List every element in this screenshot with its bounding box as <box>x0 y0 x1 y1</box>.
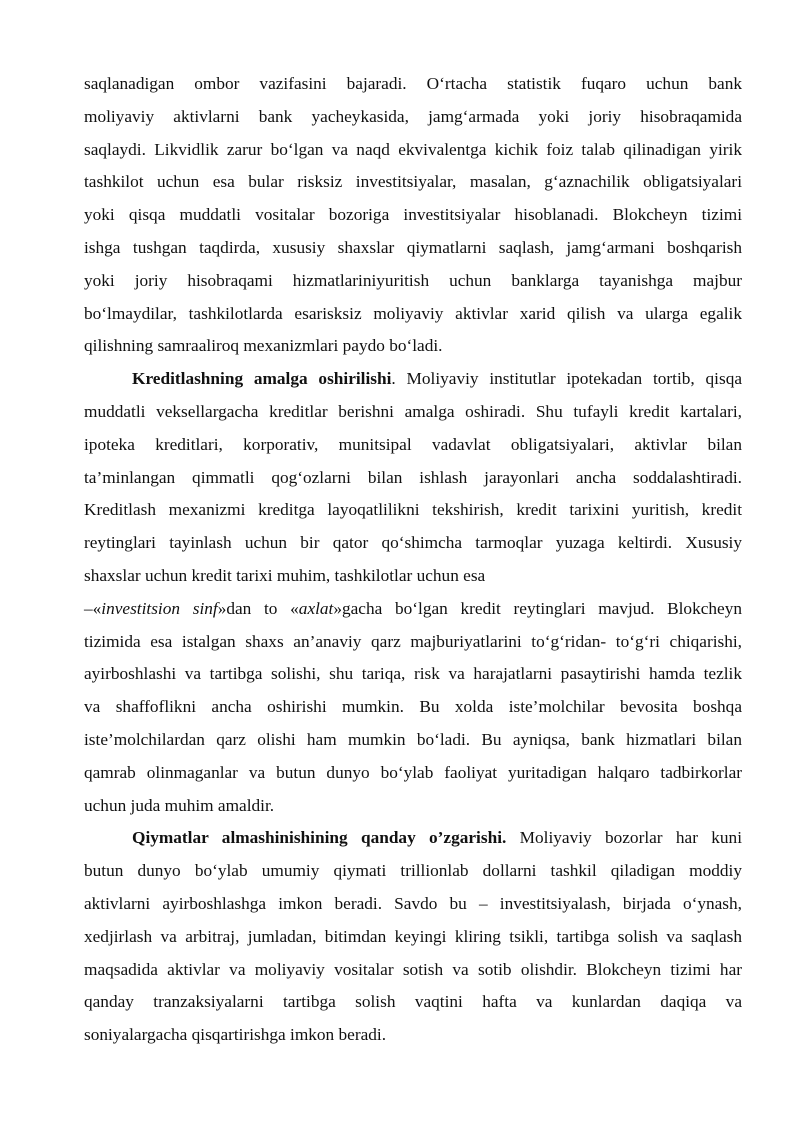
text-line: tashkilot uchun esa bular risksiz investitsiyalar, masalan, g‘aznachilik obligatsiyalari <box>84 172 742 192</box>
text-line: shaxslar uchun kredit tarixi muhim, tashkilotlar uchun esa <box>84 565 486 585</box>
text-line: yoki qisqa muddatli vositalar bozoriga investitsiyalar hisoblanadi. Blokcheyn tizimi <box>84 205 742 225</box>
text-line: muddatli veksellargacha kreditlar berishni amalga oshiradi. Shu tufayli kredit kartalari, <box>84 401 742 421</box>
text-line: ipoteka kreditlari, korporativ, munitsipal vadavlat obligatsiyalari, aktivlar bilan <box>84 434 742 454</box>
text-line: ishga tushgan taqdirda, xususiy shaxslar qiymatlarni saqlash, jamg‘armani boshqarish <box>84 237 742 257</box>
text-line: qamrab olinmaganlar va butun dunyo bo‘ylab faoliyat yuritadigan halqaro tadbirkorlar <box>84 762 742 782</box>
document-page <box>84 68 742 1052</box>
text-run: »gacha bo‘lgan kredit reytinglari mavjud. Blokcheyn <box>333 598 742 618</box>
section-heading-line <box>84 822 742 855</box>
section-heading-line <box>84 363 742 396</box>
text-line: soniyalargacha qisqartirishga imkon beradi. <box>84 1025 387 1045</box>
italic-term: investitsion sinf <box>101 598 218 618</box>
text-line: ayirboshlashi va tartibga solishi, shu tariqa, risk va harajatlarni pasaytirishi hamda tezlik <box>84 664 742 684</box>
text-line: aktivlarni ayirboshlashga imkon beradi. Savdo bu – investitsiyalash, birjada o‘ynash, <box>84 893 742 913</box>
text-run: »dan to « <box>217 598 299 618</box>
text-run: . Moliyaviy institutlar ipotekadan tortib, qisqa <box>391 369 743 389</box>
text-line: saqlaydi. Likvidlik zarur bo‘lgan va naqd ekvivalentga kichik foiz talab qilinadigan yirik <box>84 139 742 159</box>
text-line: maqsadida aktivlar va moliyaviy vositalar sotish va sotib olishdir. Blokcheyn tizimi har <box>84 959 742 979</box>
text-line: tizimida esa istalgan shaxs an’anaviy qarz majburiyatlarini to‘g‘ridan- to‘g‘ri chiqarishi, <box>84 631 742 651</box>
text-line: moliyaviy aktivlarni bank yacheykasida, jamg‘armada yoki joriy hisobraqamida <box>84 106 742 126</box>
text-run: –« <box>84 598 102 618</box>
text-line: reytinglari tayinlash uchun bir qator qo‘shimcha tarmoqlar yuzaga keltirdi. Xususiy <box>84 533 742 553</box>
text-run: Moliyaviy bozorlar har kuni <box>506 828 743 848</box>
text-line: Kreditlash mexanizmi kreditga layoqatlilikni tekshirish, kredit tarixini yuritish, kredit <box>84 500 742 520</box>
text-line: qanday tranzaksiyalarni tartibga solish vaqtini hafta va kunlardan daqiqa va <box>84 992 742 1012</box>
text-line: qilishning samraaliroq mexanizmlari paydo bo‘ladi. <box>84 336 443 356</box>
text-line: bo‘lmaydilar, tashkilotlarda esarisksiz moliyaviy aktivlar xarid qilish va ularga egalik <box>84 303 742 323</box>
text-line: xedjirlash va arbitraj, jumladan, bitimdan keyingi kliring tsikli, tartibga solish va saqlash <box>84 926 742 946</box>
text-line: va shaffoflikni ancha oshirishi mumkin. Bu xolda iste’molchilar bevosita boshqa <box>84 697 742 717</box>
section-heading: Qiymatlar almashinishining qanday o’zgarishi. <box>132 828 507 848</box>
italic-term: axlat <box>298 598 334 618</box>
text-line-italic-terms <box>84 593 742 626</box>
text-line: saqlanadigan ombor vazifasini bajaradi. O‘rtacha statistik fuqaro uchun bank <box>84 74 742 93</box>
text-line: yoki joriy hisobraqami hizmatlariniyuritish uchun banklarga tayanishga majbur <box>84 270 742 290</box>
text-line: uchun juda muhim amaldir. <box>84 795 275 815</box>
section-heading: Kreditlashning amalga oshirilishi <box>132 369 392 389</box>
text-line: butun dunyo bo‘ylab umumiy qiymati trillionlab dollarni tashkil qiladigan moddiy <box>84 861 742 881</box>
text-line: iste’molchilardan qarz olishi ham mumkin bo‘ladi. Bu ayniqsa, bank hizmatlari bilan <box>84 729 742 749</box>
text-line: ta’minlangan qimmatli qog‘ozlarni bilan ishlash jarayonlari ancha soddalashtiradi. <box>84 467 742 487</box>
